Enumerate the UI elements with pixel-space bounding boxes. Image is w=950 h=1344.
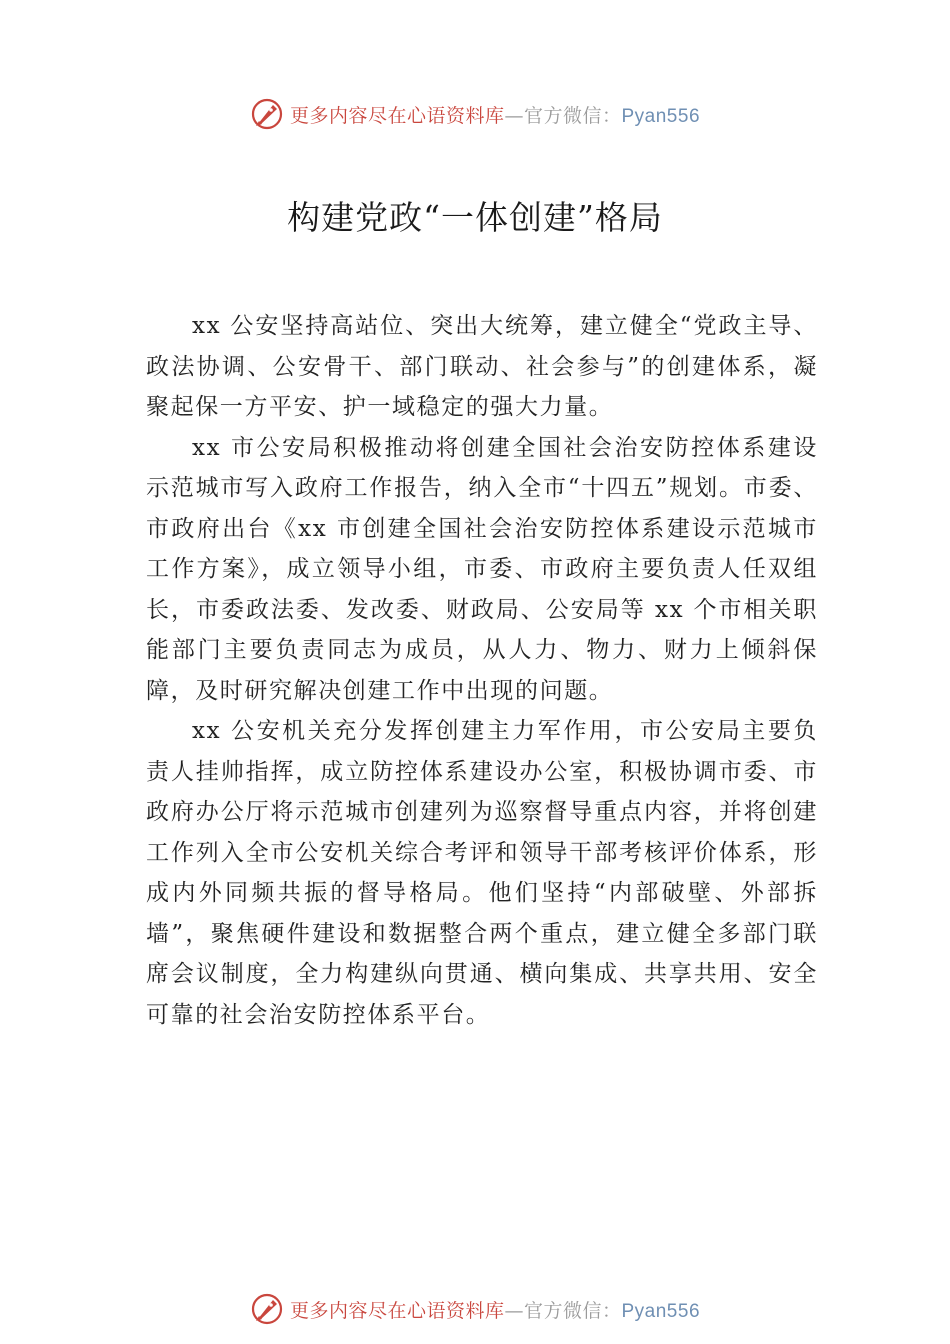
pen-nib-circle-icon bbox=[250, 97, 284, 131]
paragraph: xx 市公安局积极推动将创建全国社会治安防控体系建设示范城市写入政府工作报告，纳入全市“十四五”规划。市委、市政府出台《xx 市创建全国社会治安防控体系建设示范城市工作方案》，成立领导小组，市委、市政府主要负责人任双组长，市委政法委、发改委、财政局、公安局等 xx 个市相关职能部门主要负责同志为成员，从人力、物力、财力上倾斜保障，及时研究解决创建工作中出现的问题。 bbox=[146, 434, 818, 704]
document-title: 构建党政“一体创建”格局 bbox=[287, 198, 663, 237]
document-body bbox=[146, 306, 818, 1035]
footer-banner-text: 更多内容尽在心语资料库—官方微信：Pyan556 bbox=[289, 1299, 701, 1322]
footer-watermark-banner bbox=[0, 1289, 950, 1329]
pen-nib-circle-icon bbox=[250, 1292, 284, 1326]
header-watermark-banner bbox=[0, 94, 950, 134]
paragraph: xx 公安坚持高站位、突出大统筹，建立健全“党政主导、政法协调、公安骨干、部门联动、社会参与”的创建体系，凝聚起保一方平安、护一域稳定的强大力量。 bbox=[146, 313, 818, 420]
header-banner-text: 更多内容尽在心语资料库—官方微信：Pyan556 bbox=[289, 104, 701, 127]
paragraph: xx 公安机关充分发挥创建主力军作用，市公安局主要负责人挂帅指挥，成立防控体系建设办公室，积极协调市委、市政府办公厅将示范城市创建列为巡察督导重点内容，并将创建工作列入全市公安机关综合考评和领导干部考核评价体系，形成内外同频共振的督导格局。他们坚持“内部破壁、外部拆墙”，聚焦硬件建设和数据整合两个重点，建立健全多部门联席会议制度，全力构建纵向贯通、横向集成、共享共用、安全可靠的社会治安防控体系平台。 bbox=[146, 718, 818, 1028]
